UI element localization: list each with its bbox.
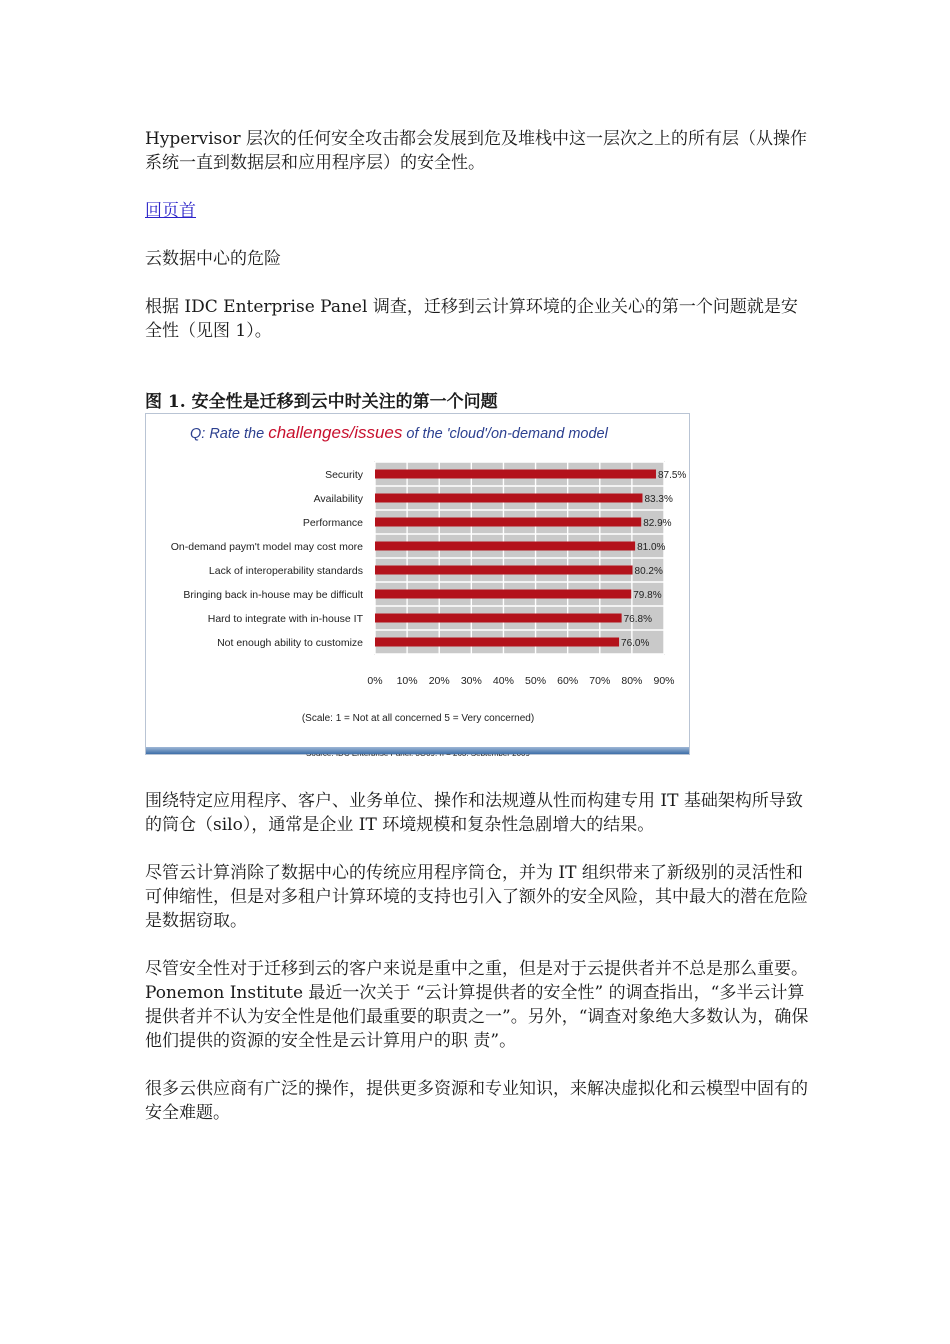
- chart-value-label: 87.5%: [657, 470, 687, 481]
- paragraph-silo: 围绕特定应用程序、客户、业务单位、操作和法规遵从性而构建专用 IT 基础架构所导致的筒仓（silo），通常是企业 IT 环境规模和复杂性急剧增大的结果。: [145, 791, 803, 835]
- chart-value-label: 83.3%: [644, 494, 673, 505]
- paragraph-vendors: 很多云供应商有广泛的操作，提供更多资源和专业知识，来解决虚拟化和云模型中固有的安全难题。: [145, 1079, 808, 1123]
- chart-bar: [375, 638, 619, 647]
- section-heading: 云数据中心的危险: [145, 249, 281, 269]
- chart-category-label: Security: [325, 469, 363, 481]
- chart-value-label: 79.8%: [633, 590, 662, 601]
- chart-x-tick-label: 50%: [525, 675, 547, 687]
- chart-svg: [146, 414, 691, 756]
- chart-category-label: Lack of interoperability standards: [208, 565, 363, 577]
- chart-bar: [375, 518, 641, 527]
- chart-value-label: 81.0%: [637, 542, 666, 553]
- after-figure-section: [145, 789, 810, 1125]
- chart-category-label: Hard to integrate with in-house IT: [207, 613, 363, 625]
- figure-caption: 图 1. 安全性是迁移到云中时关注的第一个问题: [145, 392, 498, 412]
- chart-x-tick-label: 20%: [428, 675, 450, 687]
- article-body: [145, 127, 810, 1149]
- chart-category-label: Not enough ability to customize: [217, 637, 363, 649]
- chart-title-emphasis: challenges/issues: [268, 423, 403, 442]
- chart-category-label: Performance: [302, 517, 363, 529]
- chart-bar: [375, 470, 656, 479]
- chart-bar: [375, 614, 622, 623]
- chart-value-label: 76.8%: [623, 614, 652, 625]
- back-to-top-link[interactable]: 回页首: [145, 201, 196, 221]
- chart-bar: [375, 566, 633, 575]
- chart-category-label: Availability: [313, 493, 363, 505]
- paragraph-ponemon: 尽管安全性对于迁移到云的客户来说是重中之重，但是对于云提供者并不总是那么重要。Ponemon Institute 最近一次关于 “云计算提供者的安全性” 的调查指出，“多半云计算提供者并不认为安全性是他们最重要的职责之一”。另外，“调查对象绝大多数认为，确保他们提供的资源的安全性是云计算用户的职 责”。: [145, 959, 809, 1051]
- paragraph-cloud-flexibility: 尽管云计算消除了数据中心的传统应用程序筒仓，并为 IT 组织带来了新级别的灵活性和可伸缩性，但是对多租户计算环境的支持也引入了额外的安全风险，其中最大的潜在危险是数据窃取。: [145, 863, 808, 931]
- chart-value-label: 80.2%: [634, 566, 663, 577]
- chart-title-suffix: of the 'cloud'/on-demand model: [402, 426, 608, 442]
- chart-scale-note: (Scale: 1 = Not at all concerned 5 = Very concerned): [301, 713, 535, 724]
- chart-x-tick-label: 70%: [589, 675, 611, 687]
- chart-x-tick-label: 60%: [557, 675, 579, 687]
- paragraph-idc-intro: 根据 IDC Enterprise Panel 调查，迁移到云计算环境的企业关心的第一个问题就是安全性（见图 1）。: [145, 297, 798, 341]
- chart-value-label: 76.0%: [621, 638, 650, 649]
- chart-bottom-band: [146, 747, 689, 754]
- chart-x-tick-label: 80%: [621, 675, 643, 687]
- chart-bar: [375, 542, 635, 551]
- chart-x-tick-label: 10%: [396, 675, 418, 687]
- paragraph-hypervisor: Hypervisor 层次的任何安全攻击都会发展到危及堆栈中这一层次之上的所有层（从操作系统一直到数据层和应用程序层）的安全性。: [145, 129, 808, 173]
- back-to-top-paragraph: [145, 199, 810, 223]
- chart-title: [190, 423, 609, 442]
- chart-x-tick-label: 90%: [653, 675, 675, 687]
- chart-bar: [375, 590, 631, 599]
- chart-value-label: 82.9%: [643, 518, 672, 529]
- chart-category-label: Bringing back in-house may be difficult: [183, 589, 363, 601]
- chart-bar: [375, 494, 642, 503]
- chart-x-tick-label: 30%: [460, 675, 482, 687]
- chart-title-prefix: Q: Rate the: [190, 426, 269, 442]
- chart-figure: [145, 413, 690, 755]
- chart-category-label: On-demand paym't model may cost more: [170, 541, 363, 553]
- chart-x-tick-label: 40%: [492, 675, 514, 687]
- chart-x-tick-label: 0%: [367, 675, 383, 687]
